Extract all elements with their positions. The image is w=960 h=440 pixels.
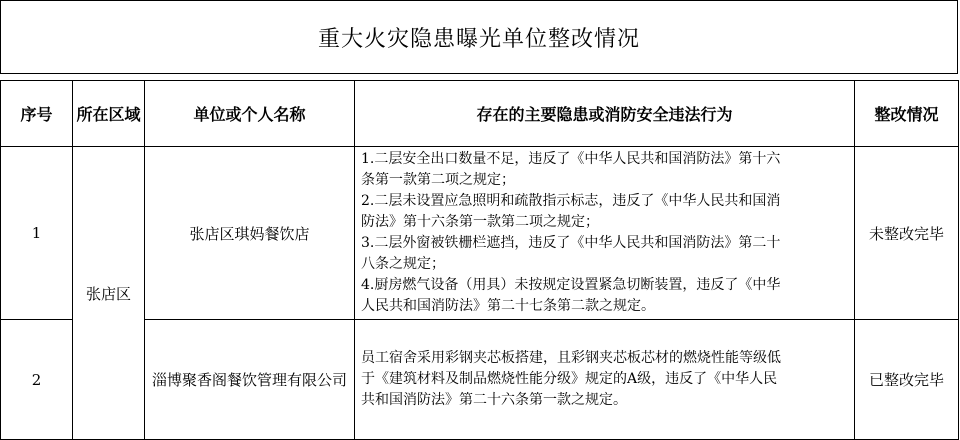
cell-district: 张店区 xyxy=(73,147,145,440)
table-row xyxy=(1,320,959,440)
cell-issues xyxy=(355,147,855,320)
header-seq: 序号 xyxy=(1,81,73,147)
cell-name: 张店区琪妈餐饮店 xyxy=(145,147,355,320)
issue-line: 共和国消防法》第二十六条第一款之规定。 xyxy=(361,392,627,408)
cell-seq: 1 xyxy=(1,147,73,320)
issue-line: 员工宿舍采用彩钢夹芯板搭建，且彩钢夹芯板芯材的燃烧性能等级低 xyxy=(361,350,781,366)
cell-name: 淄博聚香阁餐饮管理有限公司 xyxy=(145,320,355,440)
issue-line: 1.二层安全出口数量不足，违反了《中华人民共和国消防法》第十六 xyxy=(361,151,781,167)
header-name: 单位或个人名称 xyxy=(145,81,355,147)
table-row xyxy=(1,147,959,320)
issue-line: 3.二层外窗被铁栅栏遮挡，违反了《中华人民共和国消防法》第二十 xyxy=(361,235,781,251)
issue-line: 4.厨房燃气设备（用具）未按规定设置紧急切断装置，违反了《中华 xyxy=(361,277,781,293)
cell-seq: 2 xyxy=(1,320,73,440)
issue-line: 于《建筑材料及制品燃烧性能分级》规定的A级，违反了《中华人民 xyxy=(361,371,778,387)
cell-status: 已整改完毕 xyxy=(855,320,959,440)
issue-line: 防法》第十六条第一款第二项之规定； xyxy=(361,214,599,230)
cell-issues xyxy=(355,320,855,440)
issue-line: 人民共和国消防法》第二十七条第二款之规定。 xyxy=(361,298,655,314)
header-issues: 存在的主要隐患或消防安全违法行为 xyxy=(355,81,855,147)
cell-status: 未整改完毕 xyxy=(855,147,959,320)
issue-line: 八条之规定； xyxy=(361,256,445,272)
header-status: 整改情况 xyxy=(855,81,959,147)
issue-line: 2.二层未设置应急照明和疏散指示标志，违反了《中华人民共和国消 xyxy=(361,193,781,209)
page-title: 重大火灾隐患曝光单位整改情况 xyxy=(0,0,958,74)
header-row xyxy=(1,81,959,147)
rectification-table xyxy=(0,80,959,440)
header-district: 所在区域 xyxy=(73,81,145,147)
issue-line: 条第一款第二项之规定； xyxy=(361,172,515,188)
